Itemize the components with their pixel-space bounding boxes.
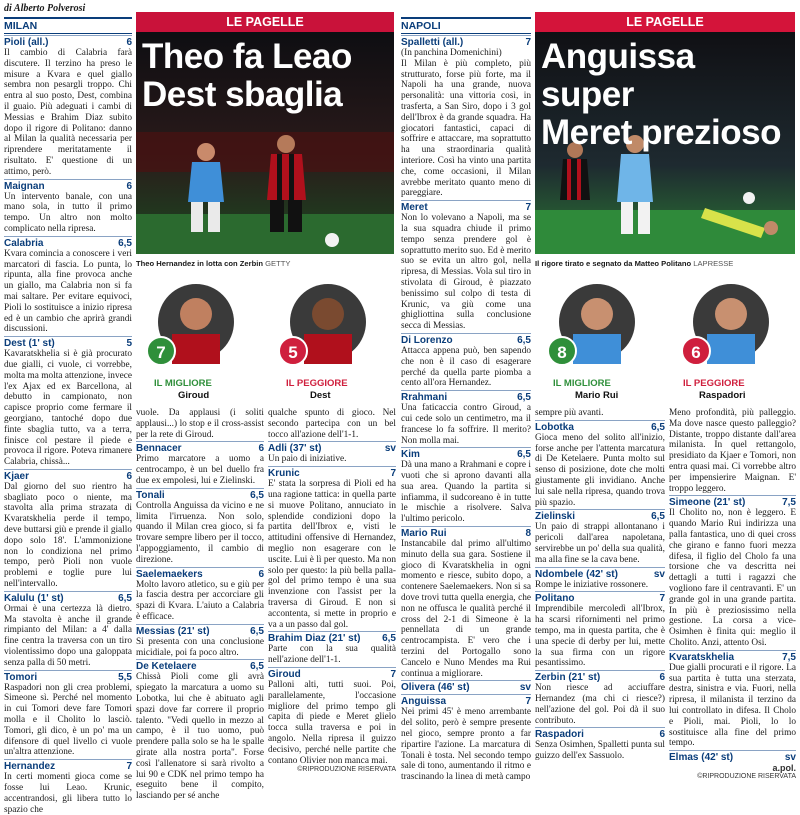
column-2 [136,408,264,802]
player-rating-header [136,659,264,672]
player-comment: Parte con la sua qualità nell'azione dell'1-1. [268,644,396,666]
column-1 [4,0,132,815]
copyright-right: ©RIPRODUZIONE RISERVATA [697,773,796,781]
player-comment: Instancabile dal primo all'ultimo minuto della sua gara. Sostiene il gioco di Kvaratskhelia in ogni momento e riesce, subito dopo, a contenere Saelemaekers. Non si sa dove trovi tutta quella energia, che non ne offusca le qualità perché il cross del 2-1 di Simeone è la pennellata di un grande centrocampista. E' vero che i terzini del Portogallo sono Cancelo e Nuno Mendes ma Rui continua a migliorare. [401,539,531,679]
photo-credit: LAPRESSE [693,259,734,268]
caption-text: Il rigore tirato e segnato da Matteo Politano [535,259,692,268]
player-grade: 7 [390,468,396,480]
player-comment: Ormai è una certezza là dietro. Ma stavolta è anche il grande rimpianto del Milan: a 4' dalla fine centra la traversa con un tiro violentissimo dopo una galoppata senza palla di 50 metri. [4,603,132,668]
player-name: Bennacer [136,443,182,455]
player-name: Adli (37' st) [268,443,322,455]
headline-line-1: Anguissa super [541,37,695,114]
player-rating-header [4,759,132,772]
player-name: Zielinski [535,511,576,523]
worst-label: IL PEGGIORE [683,378,745,389]
player-comment: Gioca meno del solito all'inizio, forse anche per l'attenta marcatura di De Ketelaere. Punta molto sul senso di posizione, dote che molti giustamente gli invidiano. Anche lui sale nella ripresa, quando trova più spazio. [535,432,665,508]
player-grade: 7 [390,668,396,680]
player-grade: sv [519,682,531,694]
score-circle: 7 [146,336,176,366]
best-name: Giroud [178,390,210,401]
worst-name: Raspadori [699,390,746,401]
player-rating-header [268,466,396,479]
player-name: Lobotka [535,421,574,433]
ratings-list-col3 [268,408,396,766]
player-name: Ndombele (42' st) [535,568,618,580]
player-name: Calabria [4,237,44,249]
player-grade: 6 [659,729,665,741]
byline: di Alberto Polverosi [4,3,86,14]
player-grade: 7 [659,593,665,605]
player-grade: 6,5 [118,592,132,604]
headline-line-1: Theo fa Leao [142,37,352,76]
player-grade: 6,5 [517,334,531,346]
player-comment: sempre più avanti. [535,408,604,418]
player-name: Kjaer [4,470,30,482]
column-3 [268,408,396,774]
score-circle: 6 [681,336,711,366]
player-rating-header [4,591,132,604]
player-grade: 7 [525,696,531,708]
player-comment: Non lo volevano a Napoli, ma se la sua squadra chiude il primo tempo senza prendere gol è soprattutto merito suo. Ed è merito suo se evita un altro gol, nella ripresa, di Messias. Vola sul tiro in stivolata di Giroud, è piazzato benissimo sul colpo di testa di Krunic, va giù come una ghigliottina sulla conclusione secca di Messias. [401,213,531,332]
player-grade: 5,5 [118,671,132,683]
copyright-left: ©RIPRODUZIONE RISERVATA [297,766,396,774]
player-name: Giroud [268,668,301,680]
player-grade: sv [384,443,396,455]
worst-player-badge-napoli [669,284,796,402]
player-grade: 7 [525,202,531,214]
player-rating-header [401,447,531,460]
player-comment: (In panchina Domenichini) Il Milan è più completo, più strutturato, forse più forte, ma il Napoli ha una grande, nuova personalità: una vittoria così, in trasferta, a San Siro, dopo i 3 gol dell'Ibrox è da grande squadra. Ha giocatori fantastici, capaci di soffrire e attaccare, ma soprattutto ha una straordinaria qualità interiore. Così ha vinto una partita che, come occasioni, il Milan avrebbe meritato quanto meno di pareggiare. [401,48,531,199]
player-rating-header [136,441,264,454]
player-rating-header [669,495,796,508]
player-comment: Il cambio di Calabria farà discutere. Il terzino ha preso le misure a Kvara e quel giallo sembra non pesargli troppo. Chi entra al suo posto, Dest, combina il guaio. Più adeguati i cambi di Messias e Brahim Diaz subito dopo il rigore di Politano: danno al Milan la qualità necessaria per riprendere meritatamente il risultato. E' questione di un attimo, però. [4,48,132,177]
player-name: Saelemaekers [136,568,203,580]
ratings-list-col4 [401,35,531,783]
player-comment: Rompe le iniziative rossonere. [535,579,649,590]
player-grade: 6 [126,180,132,192]
player-rating-header [136,567,264,580]
team-header-napoli: NAPOLI [401,17,531,34]
player-name: Dest (1' st) [4,338,55,350]
kicker-label: LE PAGELLE [136,12,394,32]
player-name: De Ketelaere [136,661,197,673]
player-comment: Primo marcatore a uomo a centrocampo, è un bel duello fra due ex empolesi, lui e Zielinski. [136,454,264,486]
player-comment: Un paio di strappi allontanano i pericoli dall'area napoletana, servirebbe un po' della sua qualità, ma alla fine se la cava bene. [535,522,665,565]
player-grade: 6 [258,443,264,455]
worst-label: IL PEGGIORE [286,378,348,389]
player-comment: Chissà Pioli come gli avrà spiegato la marcatura a uomo su Lobotka, lui che è abituato agli spazi dove far correre il proprio talento. "Vedi quello in mezzo al campo, è il tuo uomo, può prendere palla solo se ha le spalle girate alla nostra porta". Forse così l'allenatore si sarà rivolto a lui 90 e CDK nel primo tempo ha eseguito bene il compito, lasciando per sé anche [136,672,264,802]
player-grade: 5 [126,338,132,350]
player-comment: Meno profondità, più palleggio. Ma dove nasce questo palleggio? Distante, troppo distante dall'area milanista. In quel rettangolo, presidiato da Kjaer e Tomori, non entra quasi mai. Ci vorrebbe altro per impensierire Maignan. E' troppo leggero. [669,408,796,494]
player-comment: Il Cholito no, non è leggero. E quando Mario Rui indirizza una palla fantastica, uno di quei cross che girano e fanno fuori mezza difesa, il figlio del Cholo fa una torsione che va descritta nei dettagli a tutti i ragazzi che vogliono fare il centravanti. E' un grande gol in una grande partita. In più è preziosissimo nella gestione. La corsa a vice-Osimhen è finita qui: meglio il Cholito. Anzi, attento Osi. [669,508,796,648]
player-name: Olivera (46' st) [401,682,470,694]
player-rating-header [401,680,531,693]
score-circle: 5 [278,336,308,366]
photo-caption [535,259,733,268]
player-comment: Dal giorno del suo rientro ha sbagliato poco o niente, ma stavolta alla prima strazata di Kvaratskhelia perde il tempo, deve buttarsi giù e prende il giallo dopo solo 18'. L'ammonizione non lo condiziona nel primo tempo, però Pioli non vuole problemi e toglie pure lui nell'intervallo. [4,481,132,590]
player-name: Anguissa [401,696,447,708]
player-grade: 6 [659,672,665,684]
player-rating-header [535,591,665,604]
player-comment: Si presenta con una conclusione micidiale, poi fa poco altro. [136,636,264,658]
player-rating-header [669,750,796,763]
player-grade: 6,5 [250,489,264,501]
player-comment: Non riesce ad acciuffare Hernandez (ma chi ci riesce?) nell'azione del gol. Poi dà il suo contributo. [535,683,665,726]
player-rating-header [4,670,132,683]
player-rating-header [268,667,396,680]
player-comment: In certi momenti gioca come se fosse lui Leao. Krunic, accentrandosi, gli libera tutto lo spazio che [4,772,132,815]
player-name: Messias (21' st) [136,625,210,637]
best-name: Mario Rui [575,390,619,401]
player-rating-header [4,35,132,48]
player-name: Pioli (all.) [4,37,49,48]
player-rating-header [401,200,531,213]
best-player-badge-napoli [535,284,665,402]
player-rating-header [401,694,531,707]
column-6 [669,408,796,781]
player-name: Meret [401,202,428,214]
author-signature: a.pol. [772,763,796,774]
player-grade: 6,5 [651,511,665,523]
player-rating-header [268,441,396,454]
player-comment: qualche spunto di gioco. Nel secondo partecipa con un bel tocco all'azione dell'1-1. [268,408,396,440]
player-grade: 6,5 [651,421,665,433]
player-grade: sv [653,568,665,580]
player-grade: 6,5 [517,449,531,461]
column-4 [401,0,531,783]
player-grade: 8 [525,528,531,540]
player-rating-header [136,488,264,501]
player-rating-header [136,624,264,637]
player-comment: Nei primi 45' è meno arrembante del solito, però è sempre presente nel gioco, sempre pronto a far ripartire l'azione. La marcatura di Tonali è tosta. Nel secondo tempo sale di tono, aumentando il ritmo e trascinando la linea di metà campo [401,707,531,783]
player-rating-header [401,526,531,539]
player-comment: Un paio di iniziative. [268,454,347,465]
player-comment: Dà una mano a Rrahmani e copre i vuoti che si aprono davanti alla sua area. Quando la partita si infiamma, il sudcoreano è in tutte le mischie a risolvere. Salva l'ultimo pericolo. [401,460,531,525]
kicker-label: LE PAGELLE [535,12,795,32]
player-rating-header [4,469,132,482]
ratings-list-col2 [136,408,264,802]
player-rating-header [268,631,396,644]
player-rating-header [669,650,796,663]
player-rating-header [4,179,132,192]
caption-text: Theo Hernandez in lotta con Zerbin [136,259,263,268]
player-grade: 7,5 [782,497,796,509]
player-name: Kim [401,449,420,461]
player-comment: Due gialli procurati e il rigore. La sua partita è tutta una sterzata, destra, sinistra e via. Fuori, nella ripresa, il milanista il terzino da lui controllato in difesa. Il Cholo e Pioli, mai. Pioli, lo lo sostituisce alla fine del primo tempo. [669,662,796,749]
ratings-list-col1 [4,35,132,815]
player-grade: sv [784,752,796,764]
photo-caption [136,259,290,268]
photo-credit: GETTY [265,259,291,268]
headline-right [541,38,791,152]
player-name: Elmas (42' st) [669,752,734,764]
headline-left [142,38,390,114]
worst-player-badge-milan [268,284,398,402]
player-name: Zerbin (21' st) [535,672,601,684]
player-name: Hernandez [4,761,56,773]
player-grade: 7 [525,37,531,48]
player-name: Rrahmani [401,392,448,404]
headline-line-2: Dest sbaglia [142,75,343,114]
photo-block-milan [136,12,394,274]
player-rating-header [4,236,132,249]
player-name: Raspadori [535,729,584,741]
player-name: Maignan [4,180,45,192]
player-comment: vuole. Da applausi (i soliti applausi...) lo stop e il cross-assist per la rete di Giroud. [136,408,264,440]
player-grade: 7,5 [782,651,796,663]
player-grade: 6,5 [250,625,264,637]
player-name: Di Lorenzo [401,334,453,346]
player-rating-header [535,420,665,433]
team-header-milan: MILAN [4,17,132,34]
player-rating-header [535,670,665,683]
match-photo [136,32,394,254]
player-grade: 6 [126,37,132,48]
player-comment: Palloni alti, tutti suoi. Poi, parallelamente, l'occasione migliore del primo tempo gli capita di piede e Meret glielo toccа sulla traversa e poi in angolo. Nella ripresa il guizzo decisivo, perché nelle partite che contano Olivier non manca mai. [268,679,396,766]
player-rating-header [535,567,665,580]
player-comment: Raspadori non gli crea problemi, Simeone sì. Perché nel momento in cui Tomori deve fare Tomori molla e il Cholito lo lasciò. Tomori, gli dico, è un po' ma un difensore di quel livello ci vuole un'altra attenzione. [4,682,132,758]
column-5 [535,408,665,770]
best-label: IL MIGLIORE [154,378,212,389]
player-name: Mario Rui [401,528,447,540]
player-name: Kalulu (1' st) [4,592,64,604]
player-comment: Kavaratskhelia si è già procurato due gialli, ci vuole, ci vorrebbe, molta ma molta attenzione, invece l'ex Ajax ed ex Barcellona, al debutto in campionato, non capisce proprio come fermare il georgiano, tantoché dopo due finte sbaglia tutto, va a terra, finisce col pestare il piede e provoca il rigore. Poteva rimanere Calabria, chissà... [4,349,132,468]
best-label: IL MIGLIORE [553,378,611,389]
player-name: Kvaratskhelia [669,651,735,663]
player-comment: Imprendibile mercoledì all'Ibrox, ha scarsi rifornimenti nel primo tempo, ma in questa partita, che è una specie di derby per lui, mette la sua firma con un rigore pesantissimo. [535,604,665,669]
match-photo [535,32,795,254]
player-name: Politano [535,593,575,605]
player-rating-header [4,336,132,349]
photo-block-napoli [535,12,795,274]
player-grade: 6,5 [250,661,264,673]
player-comment: Senza Osimhen, Spalletti punta sul guizzo dell'ex Sassuolo. [535,740,665,762]
worst-name: Dest [310,390,331,401]
player-name: Simeone (21' st) [669,497,746,509]
player-name: Krunic [268,468,300,480]
player-comment: E' stata la sorpresa di Pioli ed ha una ragione tattica: in quella parte si muove Politano, annuciato in splendide condizioni dopo la partita dell'Ibrox e, visti le attitudini offensive di Hernandez, meglio non esagerare con le uscite. Lui è lì per questo. Ma non solo per questo: la più bella palla-gol del primo tempo è una sua invenzione con l'assist per la traversa di Giroud. E non si accontenta, si mette in proprio e va a un passo dal gol. [268,479,396,630]
player-grade: 6,5 [382,633,396,645]
ratings-list-col5 [535,408,665,762]
player-rating-header [535,727,665,740]
player-grade: 6,5 [118,237,132,249]
player-comment: Una faticaccia contro Giroud, a cui cede solo un centimetro, ma il francese lo fa soffrire. Il merito? Non molla mai. [401,403,531,446]
player-name: Tomori [4,671,38,683]
player-name: Brahim Diaz (21' st) [268,633,361,645]
player-rating-header [401,333,531,346]
player-grade: 7 [126,761,132,773]
ratings-list-col6 [669,408,796,763]
player-rating-header [401,35,531,48]
headline-line-2: Meret prezioso [541,113,781,152]
player-rating-header [401,390,531,403]
player-grade: 6,5 [517,392,531,404]
player-comment: Kvara comincia a conoscere i veri marcatori di fascia. Lo punta, lo ripunta, alla fine provoca anche un giallo, ma Calabria non si fa mai saltare. Per evitare equivoci, Pioli lo sostituisce a inizio ripresa ed è un cambio che aprirà grandi discussioni. [4,248,132,335]
player-comment: Attacca appena può, ben sapendo che non è il caso di esagerare perché da quella parte piomba a cento all'ora Hernandez. [401,345,531,389]
player-comment: Molto lavoro atletico, su e giù per la fascia destra per accorciare gli spazi di Kvara. L'aiuto a Calabria è efficace. [136,579,264,622]
player-name: Tonali [136,489,165,501]
player-comment: Controlla Anguissa da vicino e ne limita l'irruenza. Non solo, quando il Milan crea gioco, si fa trovare sempre libero per il tocco, l'appoggiamento, il cambio di direzione. [136,500,264,565]
player-name: Spalletti (all.) [401,37,464,48]
player-grade: 6 [126,470,132,482]
score-circle: 8 [547,336,577,366]
player-grade: 6 [258,568,264,580]
player-comment: Un intervento banale, con una mano sola, in tutto il primo tempo. Un altro non molto complicato nella ripresa. [4,191,132,234]
best-player-badge-milan [136,284,266,402]
player-rating-header [535,509,665,522]
